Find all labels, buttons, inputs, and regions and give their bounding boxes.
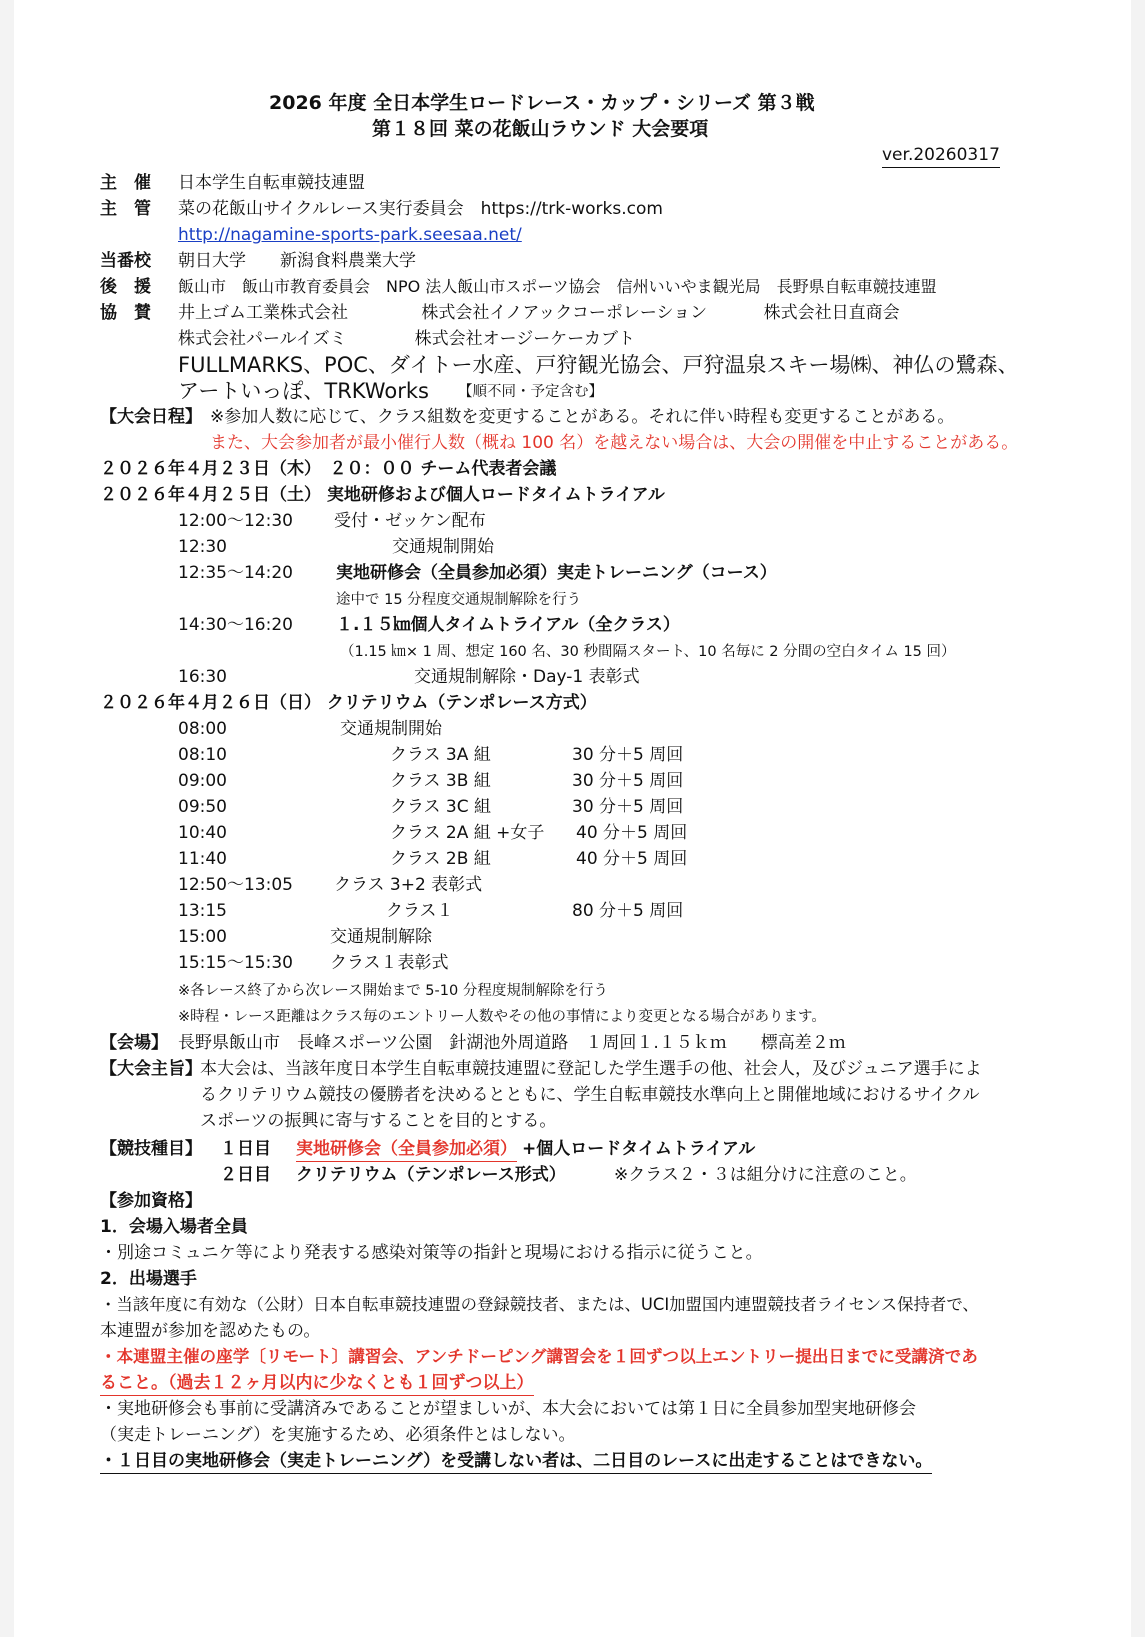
- eligibility-section-1-text: ・別途コミュニケ等により発表する感染対策等の指針と現場における指示に従うこと。: [100, 1243, 763, 1263]
- document-page: [14, 0, 1131, 1637]
- events-day2-note: ※クラス２・３は組分けに注意のこと。: [614, 1165, 917, 1185]
- events-day2: ２日目: [220, 1165, 271, 1185]
- day2-note-2: ※時程・レース距離はクラス毎のエントリー人数やその他の事情により変更となる場合があります。: [178, 1009, 826, 1025]
- day2-time: 08:00: [178, 719, 227, 739]
- day2-duration: 40 分＋5 周回: [576, 823, 688, 843]
- kyosan-line-3: FULLMARKS、POC、ダイトー水産、戸狩観光協会、戸狩温泉スキー場㈱、神仏の鷺森、: [178, 353, 1019, 377]
- day1-time: 12:00〜12:30: [178, 511, 293, 531]
- day2-event: 交通規制解除: [330, 927, 432, 947]
- kyosan-line-2: 株式会社パールイズミ 株式会社オージーケーカブト: [178, 329, 635, 349]
- events-label: 【競技種目】: [100, 1139, 202, 1159]
- day2-duration: 30 分＋5 周回: [572, 771, 684, 791]
- day2-time: 09:50: [178, 797, 227, 817]
- day1-event: 実地研修会（全員参加必須）実走トレーニング（コース）: [336, 563, 777, 583]
- day2-time: 15:15〜15:30: [178, 953, 293, 973]
- eligibility-red-line-1: ・本連盟主催の座学〔リモート〕講習会、アンチドーピング講習会を１回ずつ以上エントリー提出日までに受講済であ: [100, 1347, 978, 1366]
- day1-time: 16:30: [178, 667, 227, 687]
- day2-event: クラス 3A 組: [390, 745, 491, 765]
- day2-duration: 40 分＋5 周回: [576, 849, 688, 869]
- day1-event: １.１５㎞個人タイムトライアル（全クラス）: [336, 615, 680, 635]
- eligibility-s2-line-1: ・当該年度に有効な（公財）日本自転車競技連盟の登録競技者、または、UCI加盟国内連盟競技者ライセンス保持者で、: [100, 1295, 979, 1314]
- schedule-note-2: また、大会参加者が最小催行人数（概ね 100 名）を越えない場合は、大会の開催を中止することがある。: [210, 433, 1019, 453]
- eligibility-s2-line-2: 本連盟が参加を認めたもの。: [100, 1321, 321, 1341]
- koen-label: 後 援: [100, 277, 151, 297]
- day1-time: 12:35〜14:20: [178, 563, 293, 583]
- kyosan-line-4: アートいっぽ、TRKWorks: [178, 379, 429, 403]
- events-day2-value: クリテリウム（テンポレース形式）: [296, 1165, 566, 1185]
- day2-duration: 30 分＋5 周回: [572, 797, 684, 817]
- shukan-label: 主 管: [100, 199, 151, 219]
- eligibility-red-line-2: ること。（過去１２ヶ月以内に少なくとも１回ずつ以上）: [100, 1372, 534, 1396]
- purpose-line-3: スポーツの振興に寄与することを目的とする。: [200, 1111, 557, 1131]
- schedule-note-1: ※参加人数に応じて、クラス組数を変更することがある。それに伴い時程も変更することがある。: [210, 407, 955, 427]
- koen-value: 飯山市 飯山市教育委員会 NPO 法人飯山市スポーツ協会 信州いいやま観光局 長野県自転車競技連盟: [178, 277, 937, 296]
- day2-event: クラス 2B 組: [390, 849, 491, 869]
- kyosan-line-1: 井上ゴム工業株式会社 株式会社イノアックコーポレーション 株式会社日直商会: [178, 303, 900, 323]
- eligibility-label: 【参加資格】: [100, 1191, 202, 1211]
- day2-time: 11:40: [178, 849, 227, 869]
- version-label: ver.20260317: [882, 144, 1000, 168]
- day1-event: 交通規制解除・Day-1 表彰式: [414, 667, 640, 687]
- day2-event: クラス 3B 組: [390, 771, 491, 791]
- eligibility-last: ・１日目の実地研修会（実走トレーニング）を受講しない者は、二日目のレースに出走することはできない。: [100, 1450, 932, 1474]
- eligibility-section-2: 2．出場選手: [100, 1269, 197, 1289]
- day2-event: クラス 3+2 表彰式: [334, 875, 483, 895]
- venue-value: 長野県飯山市 長峰スポーツ公園 針湖池外周道路 １周回１.１５ｋｍ 標高差２ｍ: [178, 1033, 846, 1053]
- day1-event: 受付・ゼッケン配布: [334, 511, 486, 531]
- day2-duration: 30 分＋5 周回: [572, 745, 684, 765]
- toban-value: 朝日大学 新潟食料農業大学: [178, 251, 416, 271]
- day1-event: 交通規制開始: [392, 537, 494, 557]
- day1-event-note: （1.15 ㎞× 1 周、想定 160 名、30 秒間隔スタート、10 名毎に 2 分間の空白タイム 15 回）: [340, 644, 956, 660]
- day2-time: 08:10: [178, 745, 227, 765]
- shusai-value: 日本学生自転車競技連盟: [178, 173, 365, 193]
- shukan-value: 菜の花飯山サイクルレース実行委員会 https://trk-works.com: [178, 199, 663, 219]
- day1-heading: ２０２６年４月２５日（土） 実地研修および個人ロードタイムトライアル: [100, 485, 665, 505]
- purpose-label: 【大会主旨】: [100, 1059, 202, 1079]
- day2-time: 09:00: [178, 771, 227, 791]
- kyosan-label: 協 賛: [100, 303, 151, 323]
- eligibility-p-line-1: ・実地研修会も事前に受講済みであることが望ましいが、本大会においては第１日に全員参加型実地研修会: [100, 1399, 916, 1419]
- day2-time: 15:00: [178, 927, 227, 947]
- day2-event: クラス 3C 組: [390, 797, 491, 817]
- day2-heading: ２０２６年４月２６日（日） クリテリウム（テンポレース方式）: [100, 693, 597, 713]
- day2-event: クラス１表彰式: [330, 953, 449, 973]
- toban-label: 当番校: [100, 251, 151, 271]
- kyosan-note: 【順不同・予定含む】: [458, 384, 603, 400]
- purpose-line-2: るクリテリウム競技の優勝者を決めるとともに、学生自転車競技水準向上と開催地域におけるサイクル: [200, 1085, 980, 1105]
- doc-title-2: 第１８回 菜の花飯山ラウンド 大会要項: [372, 118, 709, 140]
- day2-event: クラス 2A 組 +女子: [390, 823, 545, 843]
- shukan-link[interactable]: http://nagamine-sports-park.seesaa.net/: [178, 225, 522, 245]
- day2-note-1: ※各レース終了から次レース開始まで 5-10 分程度規制解除を行う: [178, 983, 608, 999]
- events-day1: １日目: [220, 1139, 271, 1159]
- day2-duration: 80 分＋5 周回: [572, 901, 684, 921]
- day1-event-note: 途中で 15 分程度交通規制解除を行う: [336, 592, 582, 608]
- day2-event: クラス１: [386, 901, 454, 921]
- day2-time: 12:50〜13:05: [178, 875, 293, 895]
- purpose-line-1: 本大会は、当該年度日本学生自転車競技連盟に登記した学生選手の他、社会人，及びジュニア選手によ: [200, 1059, 982, 1079]
- venue-label: 【会場】: [100, 1033, 168, 1053]
- shusai-label: 主 催: [100, 173, 151, 193]
- events-day1-rest: +個人ロードタイムトライアル: [522, 1139, 756, 1159]
- day2-time: 10:40: [178, 823, 227, 843]
- eligibility-section-1: 1．会場入場者全員: [100, 1217, 248, 1237]
- day0-heading: ２０２６年４月２３日（木） ２０：００ チーム代表者会議: [100, 459, 557, 479]
- day1-time: 12:30: [178, 537, 227, 557]
- doc-title-1: 2026 年度 全日本学生ロードレース・カップ・シリーズ 第３戦: [269, 92, 815, 114]
- events-day1-training: 実地研修会（全員参加必須）: [296, 1138, 517, 1162]
- eligibility-p-line-2: （実走トレーニング）を実施するため、必須条件とはしない。: [100, 1425, 576, 1445]
- day2-time: 13:15: [178, 901, 227, 921]
- day2-event: 交通規制開始: [340, 719, 442, 739]
- schedule-label: 【大会日程】: [100, 407, 202, 427]
- day1-time: 14:30〜16:20: [178, 615, 293, 635]
